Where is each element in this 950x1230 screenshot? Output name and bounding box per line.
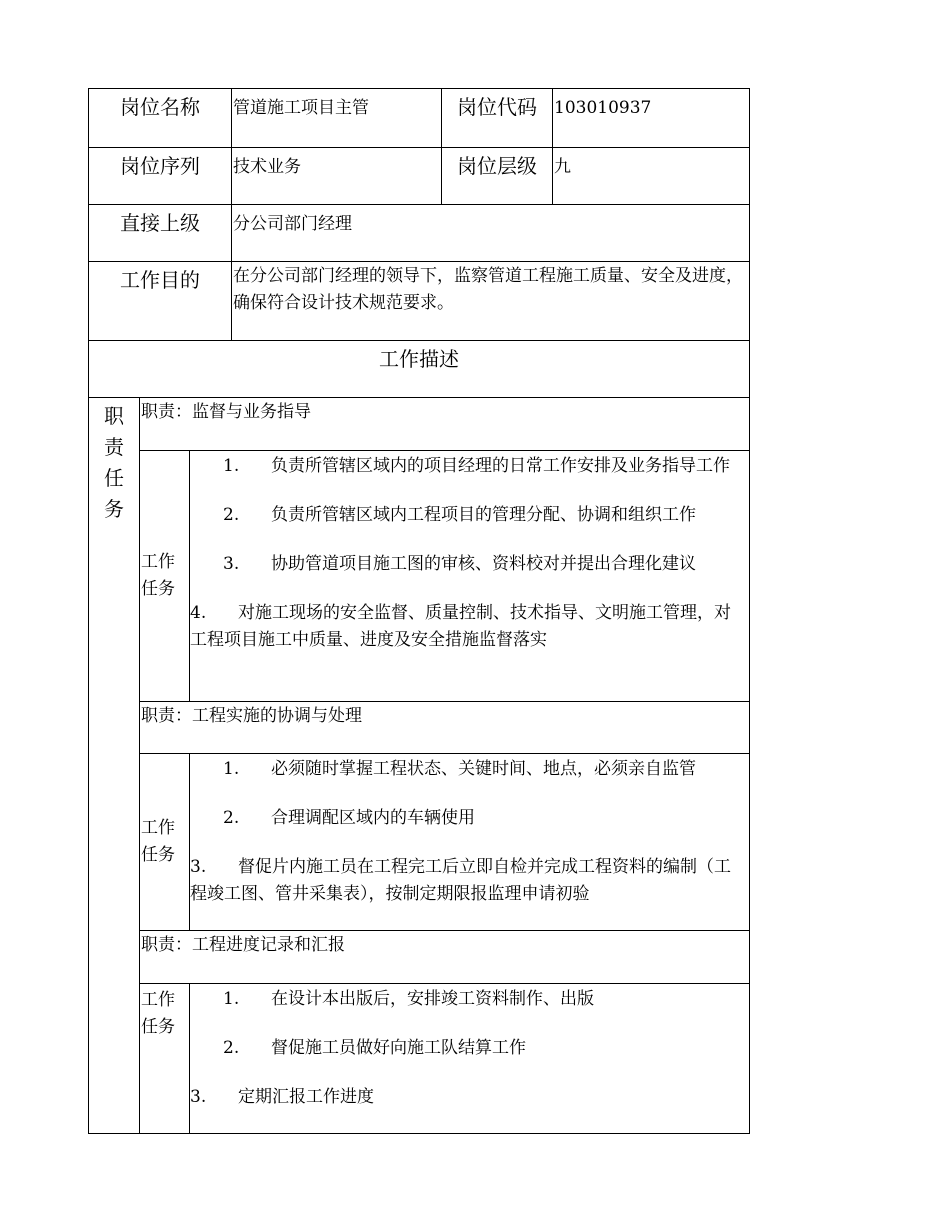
row-position-sequence <box>89 148 750 205</box>
row-responsibility-2 <box>89 702 750 754</box>
task-label: 工作任务 <box>140 754 190 931</box>
direct-superior-value: 分公司部门经理 <box>232 205 750 262</box>
list-item: 1. 负责所管辖区域内的项目经理的日常工作安排及业务指导工作 <box>223 456 730 476</box>
list-item: 1. 在设计本出版后，安排竣工资料制作、出版 <box>223 989 594 1009</box>
position-level-value: 九 <box>553 148 750 205</box>
task-list <box>190 451 750 702</box>
list-item: 3. 督促片内施工员在工程完工后立即自检并完成工程资料的编制（工程竣工图、管井采集表），按制定期限报监理申请初验 <box>190 857 731 904</box>
list-item: 2. 负责所管辖区域内工程项目的管理分配、协调和组织工作 <box>223 505 696 525</box>
row-tasks-3 <box>89 984 750 1134</box>
duty-char: 任 <box>104 466 124 490</box>
task-list <box>190 754 750 931</box>
responsibility-title: 职责：工程实施的协调与处理 <box>140 702 750 754</box>
row-position-name <box>89 89 750 148</box>
position-level-label: 岗位层级 <box>442 148 553 205</box>
duty-char: 责 <box>104 435 124 459</box>
list-item: 2. 合理调配区域内的车辆使用 <box>223 808 475 828</box>
list-item: 3. 协助管道项目施工图的审核、资料校对并提出合理化建议 <box>223 554 696 574</box>
position-sequence-value: 技术业务 <box>232 148 442 205</box>
work-purpose-value: 在分公司部门经理的领导下，监察管道工程施工质量、安全及进度，确保符合设计技术规范要求。 <box>232 262 750 341</box>
description-title: 工作描述 <box>89 341 750 398</box>
duty-char: 职 <box>104 404 124 428</box>
row-description-title <box>89 341 750 398</box>
row-responsibility-1 <box>89 398 750 451</box>
duty-column-label <box>89 398 140 1134</box>
task-label: 工作任务 <box>140 451 190 702</box>
responsibility-title: 职责：工程进度记录和汇报 <box>140 931 750 984</box>
list-item: 4. 对施工现场的安全监督、质量控制、技术指导、文明施工管理，对工程项目施工中质量、进度及安全措施监督落实 <box>190 603 731 650</box>
row-work-purpose <box>89 262 750 341</box>
position-name-label: 岗位名称 <box>89 89 232 148</box>
task-label: 工作任务 <box>140 984 190 1134</box>
list-item: 3. 定期汇报工作进度 <box>190 1087 374 1107</box>
duty-char: 务 <box>104 497 124 521</box>
work-purpose-label: 工作目的 <box>89 262 232 341</box>
position-name-value: 管道施工项目主管 <box>232 89 442 148</box>
position-code-value: 103010937 <box>553 89 750 148</box>
list-item: 2. 督促施工员做好向施工队结算工作 <box>223 1038 526 1058</box>
row-responsibility-3 <box>89 931 750 984</box>
row-tasks-2 <box>89 754 750 931</box>
job-description-table <box>88 88 750 1134</box>
position-sequence-label: 岗位序列 <box>89 148 232 205</box>
row-tasks-1 <box>89 451 750 702</box>
direct-superior-label: 直接上级 <box>89 205 232 262</box>
position-code-label: 岗位代码 <box>442 89 553 148</box>
responsibility-title: 职责：监督与业务指导 <box>140 398 750 451</box>
list-item: 1. 必须随时掌握工程状态、关键时间、地点，必须亲自监管 <box>223 759 696 779</box>
task-list <box>190 984 750 1134</box>
row-direct-superior <box>89 205 750 262</box>
